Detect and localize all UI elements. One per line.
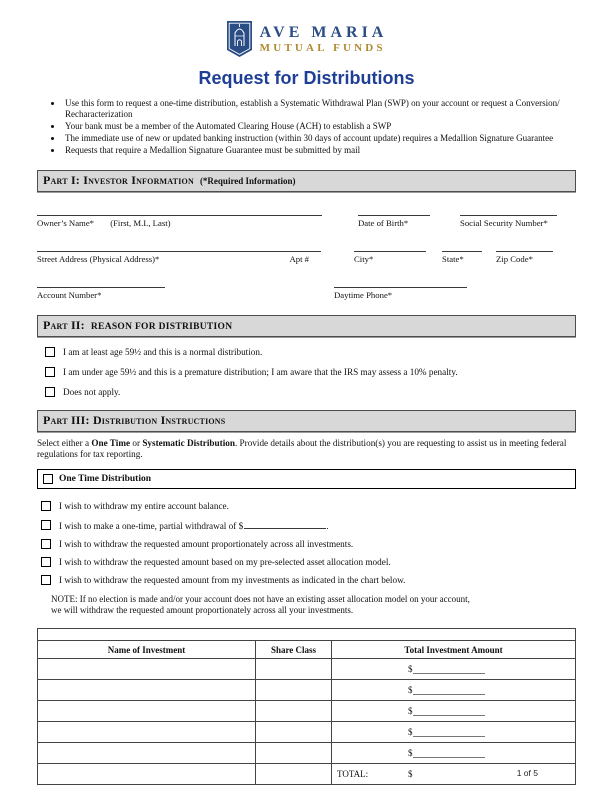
checkbox[interactable] xyxy=(41,557,51,567)
intro-bullet: • The immediate use of new or updated banking instruction (within 30 days of account update) requires a Medallion Signature Guarantee xyxy=(63,133,576,144)
date-of-birth-label: Date of Birth* xyxy=(358,218,409,228)
partial-amount-input[interactable] xyxy=(244,519,326,529)
state-label: State* xyxy=(442,254,464,264)
part1-title: Part I: Investor Information xyxy=(43,173,194,187)
intro-bullet: • Use this form to request a one-time distribution, establish a Systematic Withdrawal Plan (SWP) on your account or request a Conversion/ Recharacterization xyxy=(63,98,576,120)
option-label: I wish to withdraw the requested amount from my investments as indicated in the chart below. xyxy=(59,575,406,586)
part1-row-address xyxy=(37,241,576,264)
investment-name-cell[interactable] xyxy=(38,701,256,722)
intro-bullet: • Requests that require a Medallion Signature Guarantee must be submitted by mail xyxy=(63,145,576,156)
option-label: I wish to withdraw the requested amount proportionately across all investments. xyxy=(59,539,354,550)
table-spacer-row xyxy=(38,629,576,641)
daytime-phone-label: Daytime Phone* xyxy=(334,290,393,300)
investment-name-cell[interactable] xyxy=(38,659,256,680)
intro-bullet: • Your bank must be a member of the Automated Clearing House (ACH) to establish a SWP xyxy=(63,121,576,132)
table-total-row: TOTAL: $ xyxy=(38,764,576,785)
part1-header-bar xyxy=(37,170,576,192)
part3-title: Part III: Distribution Instructions xyxy=(43,413,226,427)
checkbox[interactable] xyxy=(41,539,51,549)
reason-option-normal xyxy=(45,347,576,357)
amount-input[interactable] xyxy=(413,748,485,758)
date-of-birth-input[interactable] xyxy=(358,205,430,216)
withdraw-option-proportionate xyxy=(41,539,576,549)
total-label: TOTAL: xyxy=(337,769,369,780)
state-input[interactable] xyxy=(442,241,482,252)
zip-input[interactable] xyxy=(496,241,553,252)
option-label: I wish to make a one-time, partial withdrawal of $ . xyxy=(59,521,329,532)
share-class-cell[interactable] xyxy=(256,680,332,701)
option-label: Does not apply. xyxy=(63,387,121,397)
option-label: I wish to withdraw the requested amount based on my pre-selected asset allocation model. xyxy=(59,557,391,568)
share-class-cell[interactable] xyxy=(256,659,332,680)
part1-row-name xyxy=(37,205,576,228)
withdraw-option-entire-balance xyxy=(41,501,576,511)
part1-row-account xyxy=(37,277,576,300)
part3-intro: Select either a One Time or Systematic Distribution. Provide details about the distribution(s) you are requesting to assist us in meeting federal regulations for tax reporting. xyxy=(37,438,567,459)
city-input[interactable] xyxy=(354,241,426,252)
street-address-label: Street Address (Physical Address)* xyxy=(37,254,160,264)
part3-header-bar xyxy=(37,410,576,432)
col-name-of-investment: Name of Investment xyxy=(38,641,256,659)
logo-subname: MUTUAL FUNDS xyxy=(259,41,386,54)
checkbox[interactable] xyxy=(45,367,55,377)
page-number: 1 of 5 xyxy=(516,768,538,778)
checkbox[interactable] xyxy=(41,501,51,511)
amount-input[interactable] xyxy=(413,685,485,695)
option-label: I wish to withdraw my entire account balance. xyxy=(59,501,229,512)
checkbox[interactable] xyxy=(41,520,51,530)
investment-name-cell[interactable] xyxy=(38,743,256,764)
amount-input[interactable] xyxy=(413,706,485,716)
investment-table xyxy=(37,628,576,785)
page-title: Request for Distributions xyxy=(198,68,415,88)
chapel-shield-icon xyxy=(226,20,253,58)
option-label: I am at least age 59½ and this is a normal distribution. xyxy=(63,347,263,357)
table-row: $ xyxy=(38,680,576,701)
one-time-label: One Time Distribution xyxy=(59,474,152,485)
logo-name: AVE MARIA xyxy=(259,23,388,41)
one-time-distribution-box xyxy=(37,469,576,489)
ssn-input[interactable] xyxy=(460,205,557,216)
investment-name-cell[interactable] xyxy=(38,680,256,701)
account-number-input[interactable] xyxy=(37,277,165,288)
one-time-checkbox[interactable] xyxy=(43,474,53,484)
allocation-note: NOTE: If no election is made and/or your account does not have an existing asset allocation model on your account, we will withdraw the requested amount proportionately across all your investments. xyxy=(51,594,470,616)
table-row: $ xyxy=(38,701,576,722)
col-total-investment-amount: Total Investment Amount xyxy=(332,641,576,659)
checkbox[interactable] xyxy=(45,387,55,397)
account-number-label: Account Number* xyxy=(37,290,102,300)
owner-name-label: Owner’s Name* xyxy=(37,218,95,228)
share-class-cell[interactable] xyxy=(256,743,332,764)
reason-option-premature xyxy=(45,367,576,377)
part2-title: Part II: xyxy=(43,318,85,332)
share-class-cell[interactable] xyxy=(256,701,332,722)
part2-header-bar xyxy=(37,315,576,337)
ssn-label: Social Security Number* xyxy=(460,218,548,228)
col-share-class: Share Class xyxy=(256,641,332,659)
apt-label: Apt # xyxy=(289,254,309,264)
part1-required-note: (*Required Information) xyxy=(199,176,296,186)
zip-label: Zip Code* xyxy=(496,254,533,264)
daytime-phone-input[interactable] xyxy=(334,277,467,288)
withdraw-option-chart-below xyxy=(41,575,576,585)
checkbox[interactable] xyxy=(41,575,51,585)
amount-input[interactable] xyxy=(413,664,485,674)
amount-input[interactable] xyxy=(413,727,485,737)
withdraw-option-partial xyxy=(41,519,576,531)
table-row: $ xyxy=(38,722,576,743)
reason-option-not-apply xyxy=(45,387,576,397)
street-address-input[interactable] xyxy=(37,241,321,252)
city-label: City* xyxy=(354,254,374,264)
checkbox[interactable] xyxy=(45,347,55,357)
option-label: I am under age 59½ and this is a premature distribution; I am aware that the IRS may assess a 10% penalty. xyxy=(63,367,458,377)
table-row: $ xyxy=(38,659,576,680)
investment-name-cell[interactable] xyxy=(38,722,256,743)
part2-subtitle: REASON FOR DISTRIBUTION xyxy=(90,322,233,332)
share-class-cell[interactable] xyxy=(256,722,332,743)
owner-name-hint: (First, M.I., Last) xyxy=(110,218,171,228)
table-header-row xyxy=(38,641,576,659)
ave-maria-logo xyxy=(37,20,576,58)
intro-bullet-list xyxy=(37,98,576,156)
withdraw-option-allocation-model xyxy=(41,557,576,567)
table-row: $ xyxy=(38,743,576,764)
owner-name-input[interactable] xyxy=(37,205,322,216)
